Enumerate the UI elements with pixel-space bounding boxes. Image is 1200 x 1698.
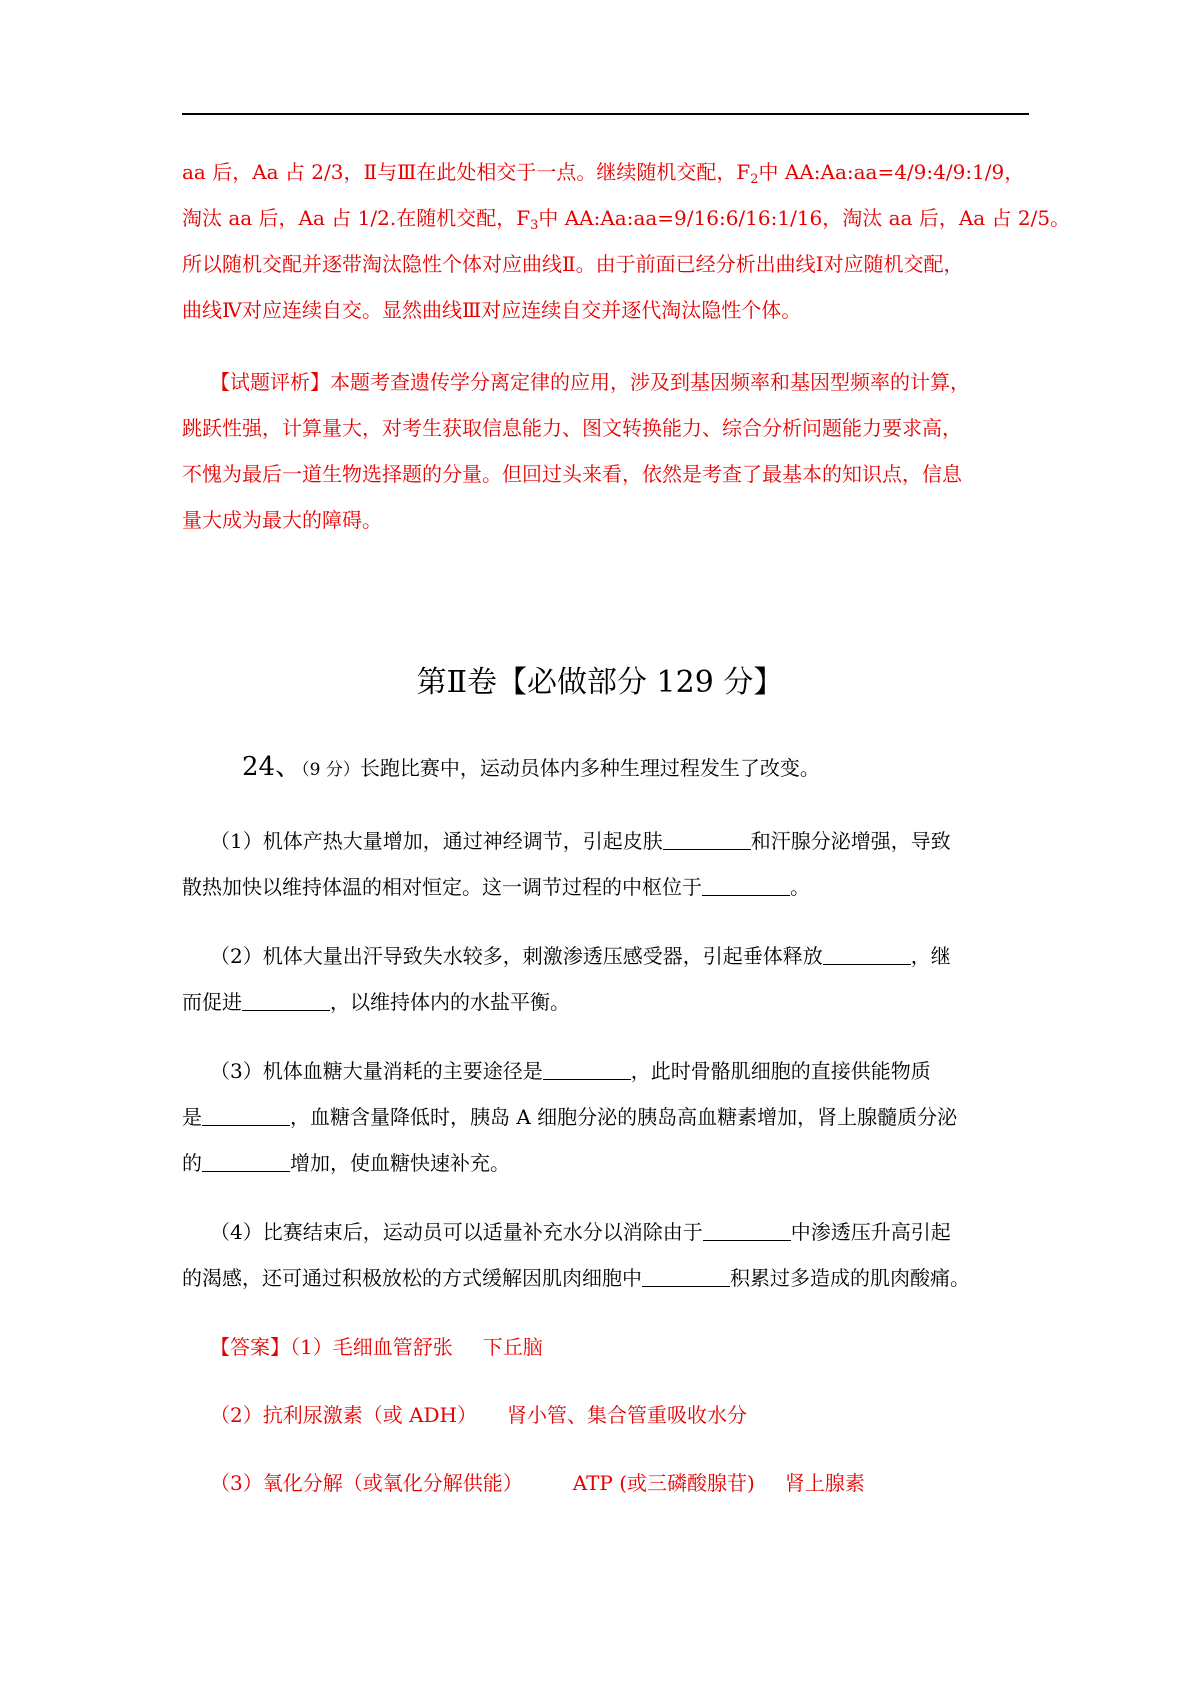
answer-blank[interactable]	[202, 1107, 290, 1126]
answer-blank[interactable]	[663, 831, 751, 850]
analysis-line-4: 曲线Ⅳ对应连续自交。显然曲线Ⅲ对应连续自交并逐代淘汰隐性个体。	[182, 298, 802, 322]
answer-blank[interactable]	[202, 1153, 290, 1172]
part4-line-1: （4）比赛结束后，运动员可以适量补充水分以消除由于 中渗透压升高引起	[210, 1220, 951, 1244]
answer-line-1: 【答案】（1）毛细血管舒张 下丘脑	[210, 1335, 543, 1359]
section-title: 第Ⅱ卷【必做部分 129 分】	[416, 665, 784, 700]
answer-blank[interactable]	[703, 1222, 791, 1241]
question-stem: 24、（9 分）长跑比赛中，运动员体内多种生理过程发生了改变。	[242, 752, 820, 782]
part3-line-3: 的 增加，使血糖快速补充。	[182, 1151, 510, 1175]
analysis-line-3: 所以随机交配并逐带淘汰隐性个体对应曲线Ⅱ。由于前面已经分析出曲线Ⅰ对应随机交配，	[182, 252, 964, 276]
part4-line-2: 的渴感，还可通过积极放松的方式缓解因肌肉细胞中 积累过多造成的肌肉酸痛。	[182, 1266, 970, 1290]
answer-blank[interactable]	[543, 1061, 631, 1080]
part2-line-1: （2）机体大量出汗导致失水较多，刺激渗透压感受器，引起垂体释放 ，继	[210, 944, 951, 968]
header-rule	[182, 113, 1029, 115]
question-number: 24、	[242, 752, 302, 782]
answer-tag: 【答案】	[210, 1335, 290, 1359]
answer-line-3: （3）氧化分解（或氧化分解供能） ATP (或三磷酸腺苷) 肾上腺素	[210, 1471, 865, 1495]
analysis-line-1: aa 后，Aa 占 2/3，Ⅱ与Ⅲ在此处相交于一点。继续随机交配，$F_2$中 AA:Aa:aa=4/9:4/9:1/9，	[182, 160, 1025, 187]
evaluation-tag: 【试题评析】	[210, 370, 330, 394]
analysis-line-2: 淘汰 aa 后，Aa 占 1/2.在随机交配，$F_3$中 AA:Aa:aa=9/16:6/16:1/16，淘汰 aa 后，Aa 占 2/5。	[182, 206, 1071, 233]
part1-line-1: （1）机体产热大量增加，通过神经调节，引起皮肤 和汗腺分泌增强，导致	[210, 829, 951, 853]
answer-blank[interactable]	[242, 992, 330, 1011]
part1-line-2: 散热加快以维持体温的相对恒定。这一调节过程的中枢位于 。	[182, 875, 810, 899]
evaluation-line-4: 量大成为最大的障碍。	[182, 508, 382, 532]
evaluation-line-2: 跳跃性强，计算量大，对考生获取信息能力、图文转换能力、综合分析问题能力要求高，	[182, 416, 962, 440]
answer-blank[interactable]	[702, 877, 790, 896]
evaluation-line-1: 【试题评析】本题考查遗传学分离定律的应用，涉及到基因频率和基因型频率的计算，	[210, 370, 970, 394]
part2-line-2: 而促进 ，以维持体内的水盐平衡。	[182, 990, 570, 1014]
answer-blank[interactable]	[823, 946, 911, 965]
part3-line-1: （3）机体血糖大量消耗的主要途径是 ，此时骨骼肌细胞的直接供能物质	[210, 1059, 931, 1083]
answer-blank[interactable]	[642, 1268, 730, 1287]
evaluation-line-3: 不愧为最后一道生物选择题的分量。但回过头来看，依然是考查了最基本的知识点，信息	[182, 462, 962, 486]
part3-line-2: 是 ，血糖含量降低时，胰岛 A 细胞分泌的胰岛高血糖素增加，肾上腺髓质分泌	[182, 1105, 958, 1129]
answer-line-2: （2）抗利尿激素（或 ADH） 肾小管、集合管重吸收水分	[210, 1403, 748, 1427]
